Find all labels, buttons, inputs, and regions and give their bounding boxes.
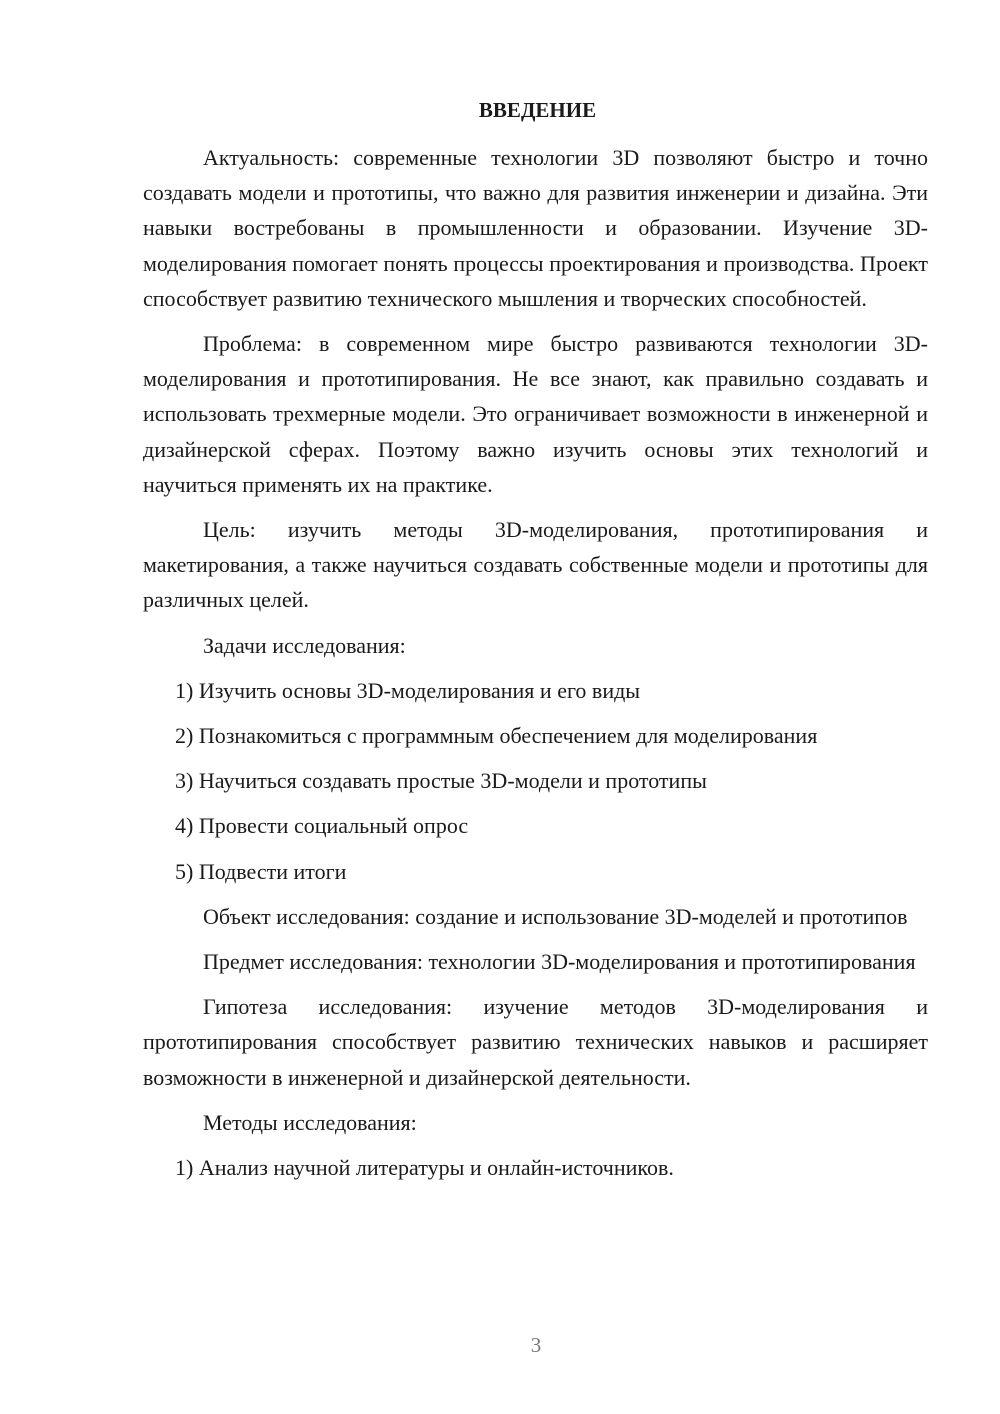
tasks-heading: Задачи исследования: xyxy=(203,632,406,658)
goal-paragraph: Цель: изучить методы 3D-моделирования, прототипирования и макетирования, а также научиться создавать собственные модели и прототипы для различных целей. xyxy=(143,517,928,613)
task-item: 3) Научиться создавать простые 3D-модели и прототипы xyxy=(175,768,707,794)
method-item: 1) Анализ научной литературы и онлайн-источников. xyxy=(175,1155,674,1181)
task-item: 5) Подвести итоги xyxy=(175,858,347,884)
page-number: 3 xyxy=(530,1333,542,1357)
hypothesis-paragraph: Гипотеза исследования: изучение методов 3D-моделирования и прототипирования способствует развитию технических навыков и расширяет возможности в инженерной и дизайнерской деятельности. xyxy=(143,994,928,1090)
problem-paragraph: Проблема: в современном мире быстро развиваются технологии 3D-моделирования и прототипирования. Не все знают, как правильно создавать и использовать трехмерные модели. Это ограничивает возможности в инженерной и дизайнерской сферах. Поэтому важно изучить основы этих технологий и научиться применять их на практике. xyxy=(143,331,928,497)
task-item: 2) Познакомиться с программным обеспечением для моделирования xyxy=(175,723,818,749)
object-paragraph: Объект исследования: создание и использование 3D-моделей и прототипов xyxy=(203,903,908,929)
task-item: 4) Провести социальный опрос xyxy=(175,813,469,839)
relevance-paragraph: Актуальность: современные технологии 3D позволяют быстро и точно создавать модели и прототипы, что важно для развития инженерии и дизайна. Эти навыки востребованы в промышленности и образовании. Изучение 3D-моделирования помогает понять процессы проектирования и производства. Проект способствует развитию технического мышления и творческих способностей. xyxy=(143,145,928,311)
subject-paragraph: Предмет исследования: технологии 3D-моделирования и прототипирования xyxy=(203,949,916,975)
document-page xyxy=(143,92,928,1195)
page-title: ВВЕДЕНИЕ xyxy=(478,98,597,122)
task-item: 1) Изучить основы 3D-моделирования и его виды xyxy=(175,677,641,703)
methods-heading: Методы исследования: xyxy=(203,1109,417,1135)
